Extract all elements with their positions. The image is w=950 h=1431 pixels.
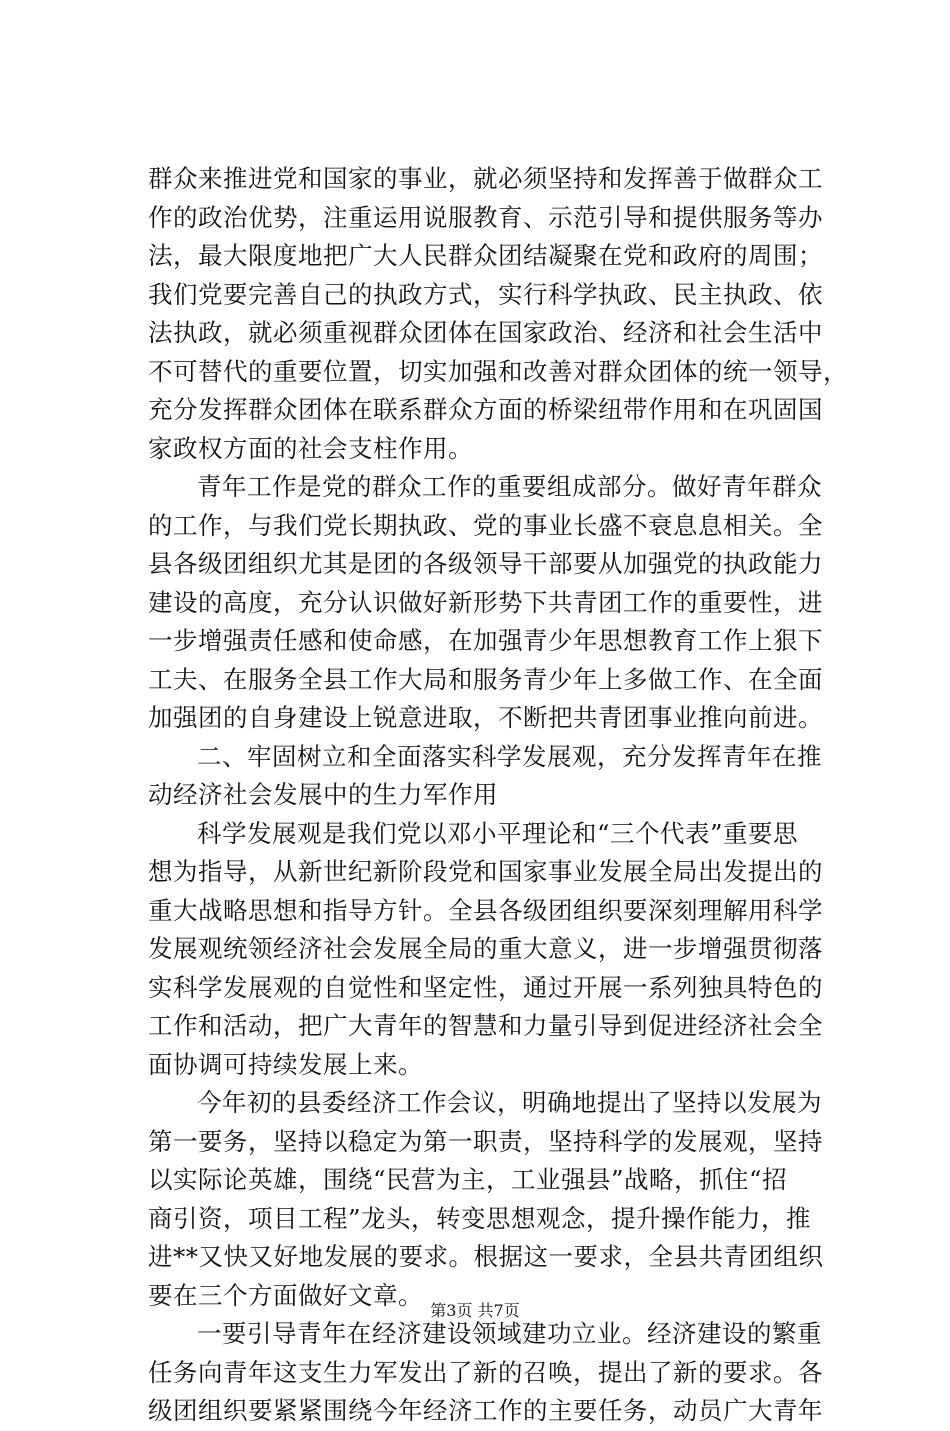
- text-line: 重大战略思想和指导方针。全县各级团组织要深刻理解用科学: [148, 895, 823, 925]
- text-line: 要在三个方面做好文章。: [148, 1280, 423, 1310]
- text-line: 充分发挥群众团体在联系群众方面的桥梁纽带作用和在巩固国: [148, 395, 823, 424]
- document-body: [148, 160, 848, 1431]
- text-line: 的工作，与我们党长期执政、党的事业长盛不衰息息相关。全: [148, 510, 823, 540]
- text-line: 我们党要完善自己的执政方式，实行科学执政、民主执政、依: [148, 279, 823, 309]
- text-line: 级团组织要紧紧围绕今年经济工作的主要任务，动员广大青年: [148, 1396, 823, 1425]
- text-line: 家政权方面的社会支柱作用。: [148, 433, 473, 463]
- text-line: 法，最大限度地把广大人民群众团结凝聚在党和政府的周围；: [148, 241, 823, 270]
- text-line: 县各级团组织尤其是团的各级领导干部要从加强党的执政能力: [148, 549, 823, 578]
- text-line: 第一要务，坚持以稳定为第一职责，坚持科学的发展观，坚持: [148, 1126, 823, 1156]
- text-line: 实科学发展观的自觉性和坚定性，通过开展一系列独具特色的: [148, 972, 823, 1002]
- text-line: 建设的高度，充分认识做好新形势下共青团工作的重要性，进: [148, 587, 823, 617]
- text-line: 不可替代的重要位置，切实加强和改善对群众团体的统一领导，: [148, 356, 848, 386]
- text-line: 一要引导青年在经济建设领域建功立业。经济建设的繁重: [197, 1319, 822, 1348]
- text-line: 加强团的自身建设上锐意进取，不断把共青团事业推向前进。: [148, 703, 823, 732]
- page-footer: 第3页 共7页: [430, 1301, 520, 1320]
- text-line: 科学发展观是我们党以邓小平理论和“三个代表”重要思: [197, 818, 799, 848]
- text-line: 发展观统领经济社会发展全局的重大意义，进一步增强贯彻落: [148, 934, 823, 963]
- text-line: 今年初的县委经济工作会议，明确地提出了坚持以发展为: [197, 1088, 822, 1117]
- text-line: 工夫、在服务全县工作大局和服务青少年上多做工作、在全面: [148, 664, 823, 694]
- text-line: 工作和活动，把广大青年的智慧和力量引导到促进经济社会全: [148, 1011, 823, 1040]
- text-line: 动经济社会发展中的生力军作用: [148, 780, 498, 809]
- text-line: 以实际论英雄，围绕“民营为主，工业强县”战略，抓住“招: [148, 1165, 788, 1194]
- text-line: 进**又快又好地发展的要求。根据这一要求，全县共青团组织: [148, 1242, 824, 1271]
- text-line: 商引资，项目工程”龙头，转变思想观念，提升操作能力，推: [148, 1203, 812, 1233]
- text-line: 任务向青年这支生力军发出了新的召唤，提出了新的要求。各: [148, 1357, 823, 1387]
- text-line: 一步增强责任感和使命感，在加强青少年思想教育工作上狠下: [148, 626, 823, 655]
- text-line: 面协调可持续发展上来。: [148, 1049, 423, 1079]
- text-line: 法执政，就必须重视群众团体在国家政治、经济和社会生活中: [148, 318, 823, 347]
- text-line: 二、牢固树立和全面落实科学发展观，充分发挥青年在推: [197, 741, 822, 771]
- text-line: 青年工作是党的群众工作的重要组成部分。做好青年群众: [197, 472, 822, 501]
- text-line: 群众来推进党和国家的事业，就必须坚持和发挥善于做群众工: [148, 164, 823, 193]
- text-line: 作的政治优势，注重运用说服教育、示范引导和提供服务等办: [148, 202, 823, 232]
- text-line: 想为指导，从新世纪新阶段党和国家事业发展全局出发提出的: [148, 857, 823, 886]
